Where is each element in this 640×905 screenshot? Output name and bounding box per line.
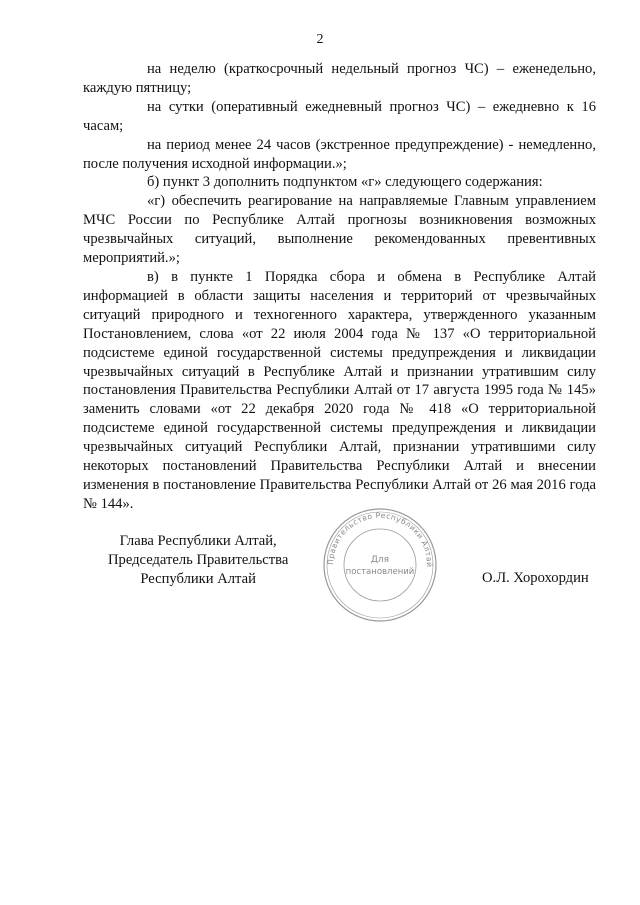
paragraph-weekly: на неделю (краткосрочный недельный прогноз ЧС) – еженедельно, каждую пятницу; (83, 61, 596, 96)
official-stamp (320, 505, 440, 625)
paragraph-subitem-g: «г) обеспечить реагирование на направляемые Главным управлением МЧС России по Республике Алтай прогнозы возникновения возможных чрезвычайных ситуаций, выполнение рекомендованных превентивных мероприятий.»; (83, 193, 596, 267)
signature-title-line1: Глава Республики Алтай, (119, 533, 277, 549)
stamp-outer-text: Правительство Республики Алтай (325, 510, 435, 568)
paragraph-item-v: в) в пункте 1 Порядка сбора и обмена в Республике Алтай информацией в области защиты населения и территорий от чрезвычайных ситуаций природного и техногенного характера, утвержденного указанным Постановлением, слова «от 22 июля 2004 года № 137 «О территориальной подсистеме единой государственной системы предупреждения и ликвидации чрезвычайных ситуаций в Республике Алтай и признании утратившим силу постановления Правительства Республики Алтай от 17 августа 1995 года № 145» заменить словами «от 22 декабря 2020 года № 418 «О территориальной подсистеме единой государственной системы предупреждения и ликвидации чрезвычайных ситуаций Республики Алтай, признании утратившими силу некоторых постановлений Правительства Республики Алтай и внесении изменения в постановление Правительства Республики Алтай от 26 мая 2016 года № 144». (83, 268, 596, 512)
page-number: 2 (316, 32, 324, 47)
paragraph-item-b: б) пункт 3 дополнить подпунктом «г» следующего содержания: (147, 174, 543, 191)
paragraph-emergency: на период менее 24 часов (экстренное предупреждение) - немедленно, после получения исходной информации.»; (83, 136, 596, 172)
stamp-inner-line1: Для (370, 555, 390, 565)
signer-name: О.Л. Хорохордин (482, 570, 589, 586)
stamp-inner-line2: постановлений (345, 567, 415, 577)
signature-title-line3: Республики Алтай (140, 571, 256, 587)
signature-block (108, 532, 288, 589)
signature-title-line2: Председатель Правительства (108, 552, 289, 568)
document-body (83, 60, 596, 514)
paragraph-daily: на сутки (оперативный ежедневный прогноз ЧС) – ежедневно к 16 часам; (83, 98, 596, 134)
